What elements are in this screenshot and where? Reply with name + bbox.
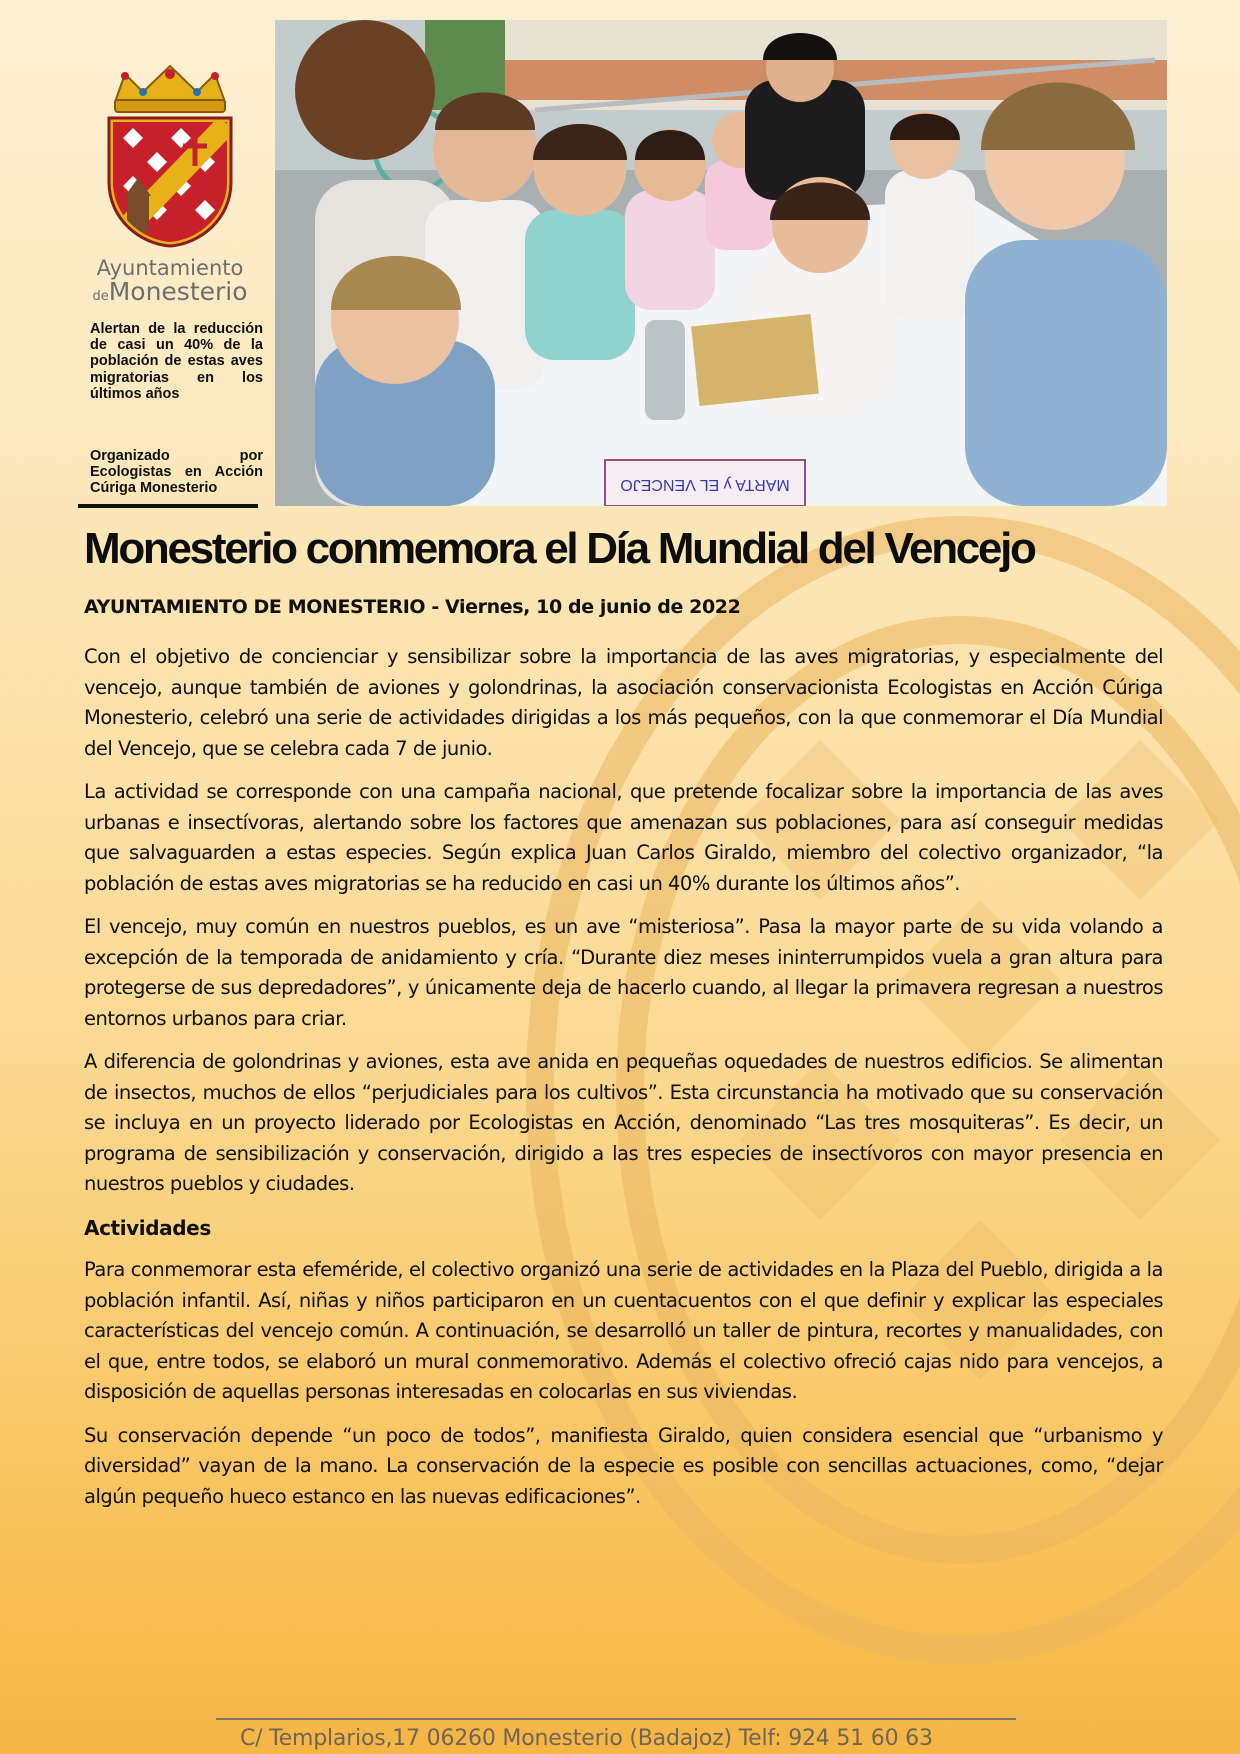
paragraph-6: Su conservación depende “un poco de todos”, manifiesta Giraldo, quien considera esencial que “urbanismo y diversidad” vayan de la mano. La conservación de la especie es posible con sencillas actuaciones, como, “dejar algún pequeño hueco estanco en las nuevas edificaciones”. bbox=[84, 1423, 1163, 1508]
water-bottle bbox=[645, 320, 685, 420]
paragraph-5: Para conmemorar esta efeméride, el colectivo organizó una serie de actividades en la Plaza del Pueblo, dirigida a la población infantil. Así, niñas y niños participaron en un cuentacuentos con el que definir y explicar las especiales características del vencejo común. A continuación, se desarrolló un taller de pintura, recortes y manualidades, con el que, entre todos, se elaboró un mural conmemorativo. Además el colectivo ofreció cajas nido para vencejos, a disposición de aquellas personas interesadas en colocarlas en sus viviendas. bbox=[84, 1258, 1163, 1403]
sign-text: MARTA y EL VENCEJO bbox=[620, 476, 790, 493]
sidebar-note-organizer: Organizado por Ecologistas en Acción Cúriga Monesterio bbox=[90, 448, 263, 497]
paragraph-3: El vencejo, muy común en nuestros pueblos, es un ave “misteriosa”. Pasa la mayor parte de su vida volando a excepción de la temporada de anidamiento y cría. “Durante diez meses ininterrumpidos vuela a gran altura para protegerse de sus depredadores”, y únicamente deja de hacerlo cuando, al llegar la primavera regresan a nuestros entornos urbanos para criar. bbox=[84, 915, 1163, 1030]
event-photo bbox=[275, 20, 1167, 506]
footer-address: C/ Templarios,17 06260 Monesterio (Badajoz) Telf: 924 51 60 63 bbox=[240, 1726, 933, 1751]
article-byline: AYUNTAMIENTO DE MONESTERIO - Viernes, 10 de junio de 2022 bbox=[84, 596, 741, 618]
logo-line-1: Ayuntamiento bbox=[96, 256, 244, 280]
coat-of-arms-icon bbox=[103, 62, 237, 248]
sidebar-note-decline: Alertan de la reducción de casi un 40% de la población de estas aves migratorias en los últimos años bbox=[90, 321, 263, 402]
logo-line-2: deMonesterio bbox=[92, 277, 248, 306]
section-heading-actividades: Actividades bbox=[84, 1215, 211, 1240]
sidebar-divider bbox=[78, 504, 258, 508]
footer-divider bbox=[216, 1718, 1016, 1720]
ayuntamiento-logo bbox=[90, 62, 250, 306]
paragraph-2: La actividad se corresponde con una campaña nacional, que pretende focalizar sobre la importancia de las aves urbanas e insectívoras, alertando sobre los factores que amenazan sus poblaciones, para así conseguir medidas que salvaguarden a estas especies. Según explica Juan Carlos Giraldo, miembro del colectivo organizador, “la población de estas aves migratorias se ha reducido en casi un 40% durante los últimos años”. bbox=[84, 780, 1163, 895]
poster-paper bbox=[691, 314, 819, 406]
paragraph-1: Con el objetivo de concienciar y sensibilizar sobre la importancia de las aves migratorias, y especialmente del vencejo, aunque también de aviones y golondrinas, la asociación conservacionista Ecologistas en Acción Cúriga Monesterio, celebró una serie de actividades dirigidas a los más pequeños, con la que conmemorar el Día Mundial del Vencejo, que se celebra cada 7 de junio. bbox=[84, 645, 1163, 760]
paragraph-4: A diferencia de golondrinas y aviones, esta ave anida en pequeñas oquedades de nuestros edificios. Se alimentan de insectos, muchos de ellos “perjudiciales para los cultivos”. Esta circunstancia ha motivado que su conservación se incluya en un proyecto liderado por Ecologistas en Acción, denominado “Las tres mosquiteras”. Es decir, un programa de sensibilización y conservación, dirigido a las tres especies de insectívoros con mayor presencia en nuestros pueblos y ciudades. bbox=[84, 1050, 1163, 1195]
children-drawing-illustration bbox=[275, 20, 1167, 506]
article-body bbox=[84, 642, 1163, 1525]
article-headline: Monesterio conmemora el Día Mundial del Vencejo bbox=[84, 524, 1035, 573]
